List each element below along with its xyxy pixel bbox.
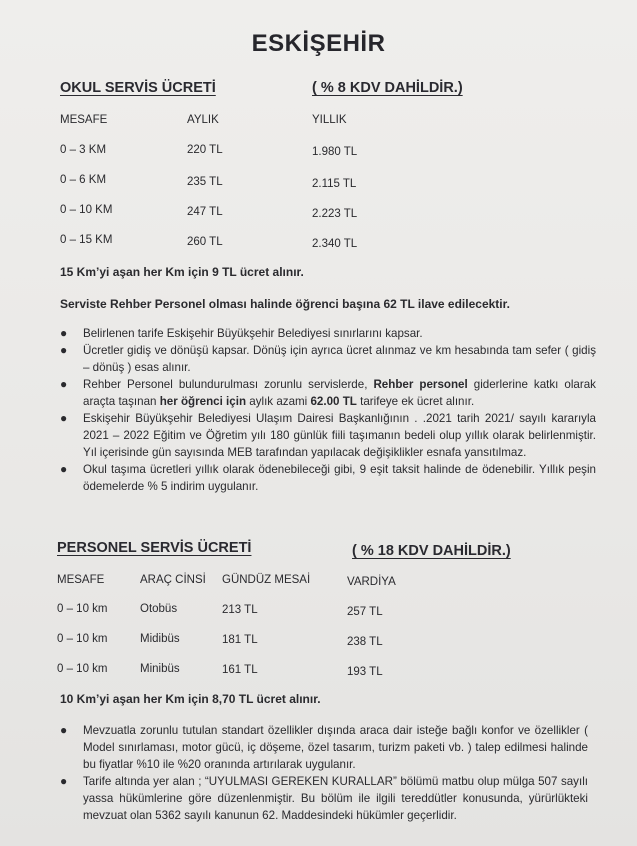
okul-col-mesafe: MESAFE: [60, 114, 108, 126]
table-cell: Otobüs: [140, 603, 178, 615]
table-cell: 2.340 TL: [312, 238, 358, 250]
table-cell: 0 – 6 KM: [60, 174, 107, 186]
table-cell: 257 TL: [347, 606, 383, 618]
personel-kdv-note: ( % 18 KDV DAHİLDİR.): [352, 543, 511, 559]
bullet-text: Belirlenen tarife Eskişehir Büyükşehir Belediyesi sınırlarını kapsar.: [83, 327, 423, 340]
bullet-bold-text: Rehber personel: [373, 378, 468, 391]
table-cell: 213 TL: [222, 604, 258, 616]
bullet-text: aylık azami: [246, 395, 311, 408]
table-cell: 238 TL: [347, 636, 383, 648]
table-cell: 1.980 TL: [312, 146, 358, 158]
okul-bullet-list: [60, 325, 596, 495]
list-item: [60, 722, 588, 773]
list-item: [60, 342, 596, 376]
okul-col-yillik: YILLIK: [312, 114, 347, 126]
bullet-icon: ●: [60, 326, 68, 340]
table-cell: 235 TL: [187, 176, 223, 188]
bullet-text: Rehber Personel bulundurulması zorunlu servislerde,: [83, 378, 374, 391]
table-cell: 0 – 10 km: [57, 663, 108, 675]
table-cell: 0 – 10 km: [57, 633, 108, 645]
bullet-text: Okul taşıma ücretleri yıllık olarak ödenebileceği gibi, 9 eşit taksit halinde de ödenebilir. Yıllık peşin ödemelerde % 5 indirim uygulanır.: [83, 463, 596, 493]
bullet-icon: ●: [60, 462, 68, 476]
table-cell: 0 – 10 km: [57, 603, 108, 615]
table-cell: 0 – 15 KM: [60, 234, 113, 246]
personel-heading: PERSONEL SERVİS ÜCRETİ: [57, 540, 252, 556]
bullet-text: Tarife altında yer alan ; “UYULMASI GEREKEN KURALLAR” bölümü matbu olup mülga 507 sayılı yassa hükümlerine göre düzenlenmiştir. Bu bölüm ile ilgili tereddütler konusunda, yürürlükteki mevzuat olan 5362 sayılı kanunun 62. Maddesindeki hükümler geçerlidir.: [83, 775, 588, 822]
table-cell: 220 TL: [187, 144, 223, 156]
bullet-icon: ●: [60, 343, 68, 357]
personel-col-arac: ARAÇ CİNSİ: [140, 574, 206, 586]
personel-col-vardiya: VARDİYA: [347, 576, 396, 588]
okul-rehber-note: Serviste Rehber Personel olması halinde öğrenci başına 62 TL ilave edilecektir.: [60, 297, 510, 311]
personel-col-mesafe: MESAFE: [57, 574, 105, 586]
table-cell: 0 – 10 KM: [60, 204, 113, 216]
list-item: [60, 773, 588, 824]
okul-col-aylik: AYLIK: [187, 114, 219, 126]
table-cell: 193 TL: [347, 666, 383, 678]
bullet-text: Eskişehir Büyükşehir Belediyesi Ulaşım Dairesi Başkanlığının . .2021 tarih 2021/ sayılı kararıyla 2021 – 2022 Eğitim ve Öğretim yılı 180 günlük fiili taşımanın bedeli olup yıllık olarak belirlenmiştir. Yıl içerisinde gün sayısında MEB tarafından yapılacak değişiklikler esnafa yansıtılmaz.: [83, 412, 596, 459]
bullet-text: Mevzuatla zorunlu tutulan standart özellikler dışında araca dair isteğe bağlı konfor ve özellikler ( Model sınırlaması, motor gücü, iç döşeme, özel tasarım, turizm paketi vb. ) talep edilmesi halinde bu fiyatlar %10 ile %20 oranında artırılarak uygulanır.: [83, 724, 588, 771]
bullet-icon: ●: [60, 774, 68, 788]
okul-extra-km-note: 15 Km’yi aşan her Km için 9 TL ücret alınır.: [60, 265, 304, 279]
list-item: [60, 325, 596, 342]
bullet-text: Ücretler gidiş ve dönüşü kapsar. Dönüş için ayrıca ücret alınmaz ve km hesabında tam sefer ( gidiş – dönüş ) esas alınır.: [83, 344, 596, 374]
table-cell: 247 TL: [187, 206, 223, 218]
table-cell: 161 TL: [222, 664, 258, 676]
bullet-text: giderlerine katkı olarak araçta taşınan: [83, 378, 596, 408]
bullet-icon: ●: [60, 411, 68, 425]
table-cell: Midibüs: [140, 633, 180, 645]
table-cell: 260 TL: [187, 236, 223, 248]
table-cell: 2.115 TL: [312, 178, 357, 190]
table-cell: 0 – 3 KM: [60, 144, 107, 156]
table-cell: 181 TL: [222, 634, 258, 646]
bullet-bold-text: 62.00 TL: [310, 395, 357, 408]
personel-col-gunduz: GÜNDÜZ MESAİ: [222, 574, 311, 586]
table-cell: Minibüs: [140, 663, 180, 675]
personel-bullet-list: [60, 722, 588, 824]
list-item: [60, 461, 596, 495]
list-item: [60, 410, 596, 461]
bullet-text: tarifeye ek ücret alınır.: [356, 395, 475, 408]
bullet-icon: ●: [60, 723, 68, 737]
table-cell: 2.223 TL: [312, 208, 358, 220]
personel-extra-km-note: 10 Km’yi aşan her Km için 8,70 TL ücret alınır.: [60, 692, 321, 706]
okul-kdv-note: ( % 8 KDV DAHİLDİR.): [312, 80, 463, 96]
bullet-icon: ●: [60, 377, 68, 391]
list-item: [60, 376, 596, 410]
bullet-bold-text: her öğrenci için: [159, 395, 247, 408]
okul-heading: OKUL SERVİS ÜCRETİ: [60, 80, 216, 96]
page-title: ESKİŞEHİR: [251, 30, 386, 57]
